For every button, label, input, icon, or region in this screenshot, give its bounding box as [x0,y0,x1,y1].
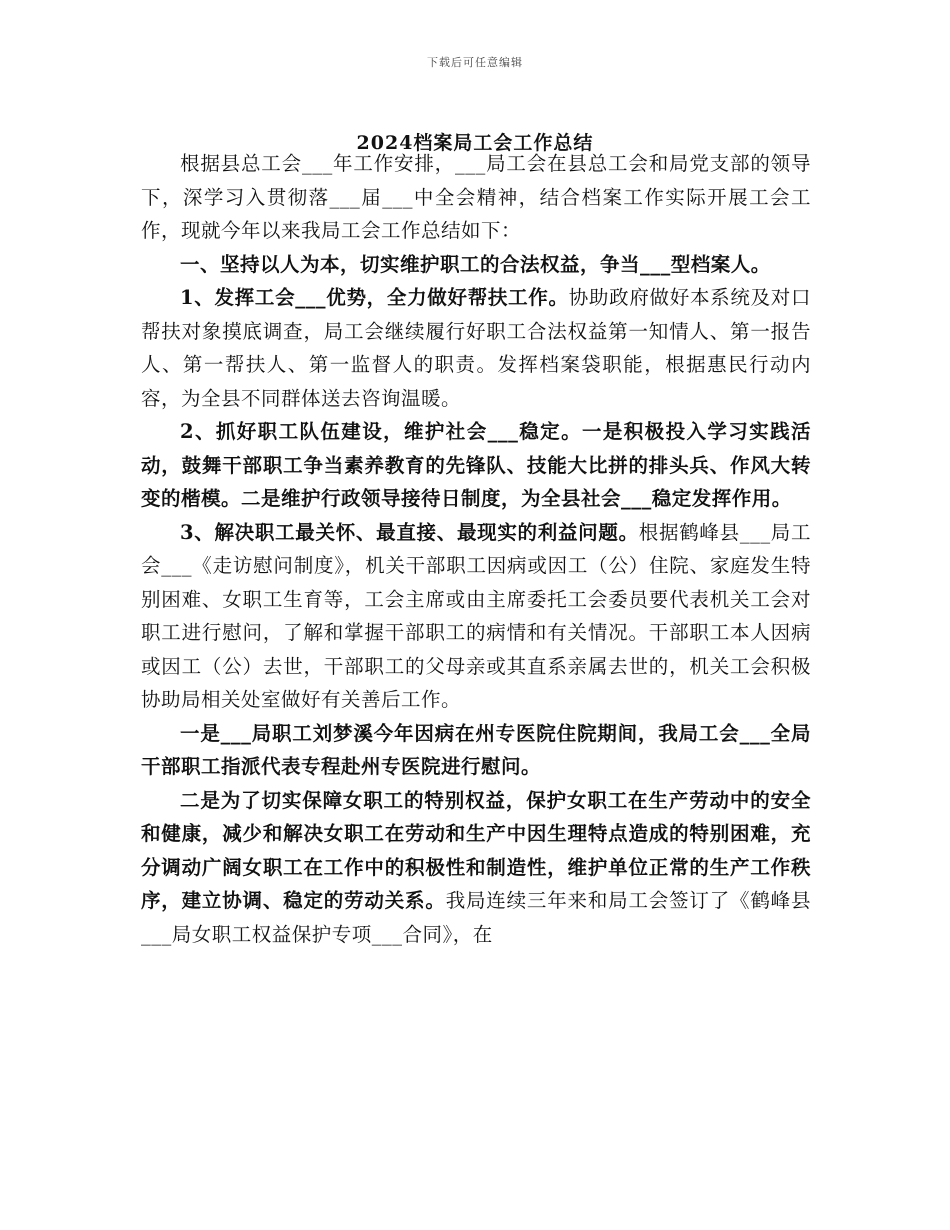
paragraph-section-1-heading [141,248,811,282]
paragraph-intro-text: 根据县总工会___年工作安排，___局工会在县总工会和局党支部的领导下，深学习入贯彻落___届___中全会精神，结合档案工作实际开展工会工作，现就今年以来我局工会工作总结如下： [141,152,811,242]
paragraph-intro [141,147,811,248]
item-2-bold: 2、抓好职工队伍建设，维护社会___稳定。一是积极投入学习实践活动，鼓舞干部职工争当素养教育的先锋队、技能大比拼的排头兵、作风大转变的楷模。二是维护行政领导接待日制度，为全县社会___稳定发挥作用。 [141,420,811,510]
paragraph-item-2 [141,415,811,516]
point-2-bold: 二是为了切实保障女职工的特别权益，保护女职工在生产劳动中的安全和健康，减少和解决女职工在劳动和生产中因生理特点造成的特别困难，充分调动广阔女职工在工作中的积极性和制造性，维护单位正常的生产工作秩序，建立协调、稳定的劳动关系。 [141,788,811,912]
section-1-heading-bold: 一、坚持以人为本，切实维护职工的合法权益，争当___型档案人。 [180,252,771,276]
paragraph-item-1 [141,281,811,415]
item-3-bold: 3、解决职工最关怀、最直接、最现实的利益问题。 [180,520,639,544]
item-1-bold: 1、发挥工会___优势，全力做好帮扶工作。 [180,286,569,309]
paragraph-item-3 [141,516,811,717]
point-1-bold: 一是___局职工刘梦溪今年因病在州专医院住院期间，我局工会___全局干部职工指派代表专程赴州专医院进行慰问。 [141,721,811,778]
paragraph-point-2 [141,784,811,952]
paragraph-point-1 [141,717,811,784]
document-title: 2024档案局工会工作总结 [356,132,594,154]
item-3-text: 根据鹤峰县___局工会___《走访慰问制度》，机关干部职工因病或因工（公）住院、家庭发生特别困难、女职工生育等，工会主席或由主席委托工会委员要代表机关工会对职工进行慰问，了解和掌握干部职工的病情和有关情况。干部职工本人因病或因工（公）去世，干部职工的父母亲或其直系亲属去世的，机关工会积极协助局相关处室做好有关善后工作。 [141,520,811,711]
item-1-text: 协助政府做好本系统及对口帮扶对象摸底调查，局工会继续履行好职工合法权益第一知情人、第一报告人、第一帮扶人、第一监督人的职责。发挥档案袋职能，根据惠民行动内容，为全县不同群体送去咨询温暖。 [141,286,811,410]
header-note: 下载后可任意编辑 [427,56,523,69]
document-body [141,147,811,951]
point-2-text: 我局连续三年来和局工会签订了《鹤峰县___局女职工权益保护专项___合同》，在 [141,889,811,946]
